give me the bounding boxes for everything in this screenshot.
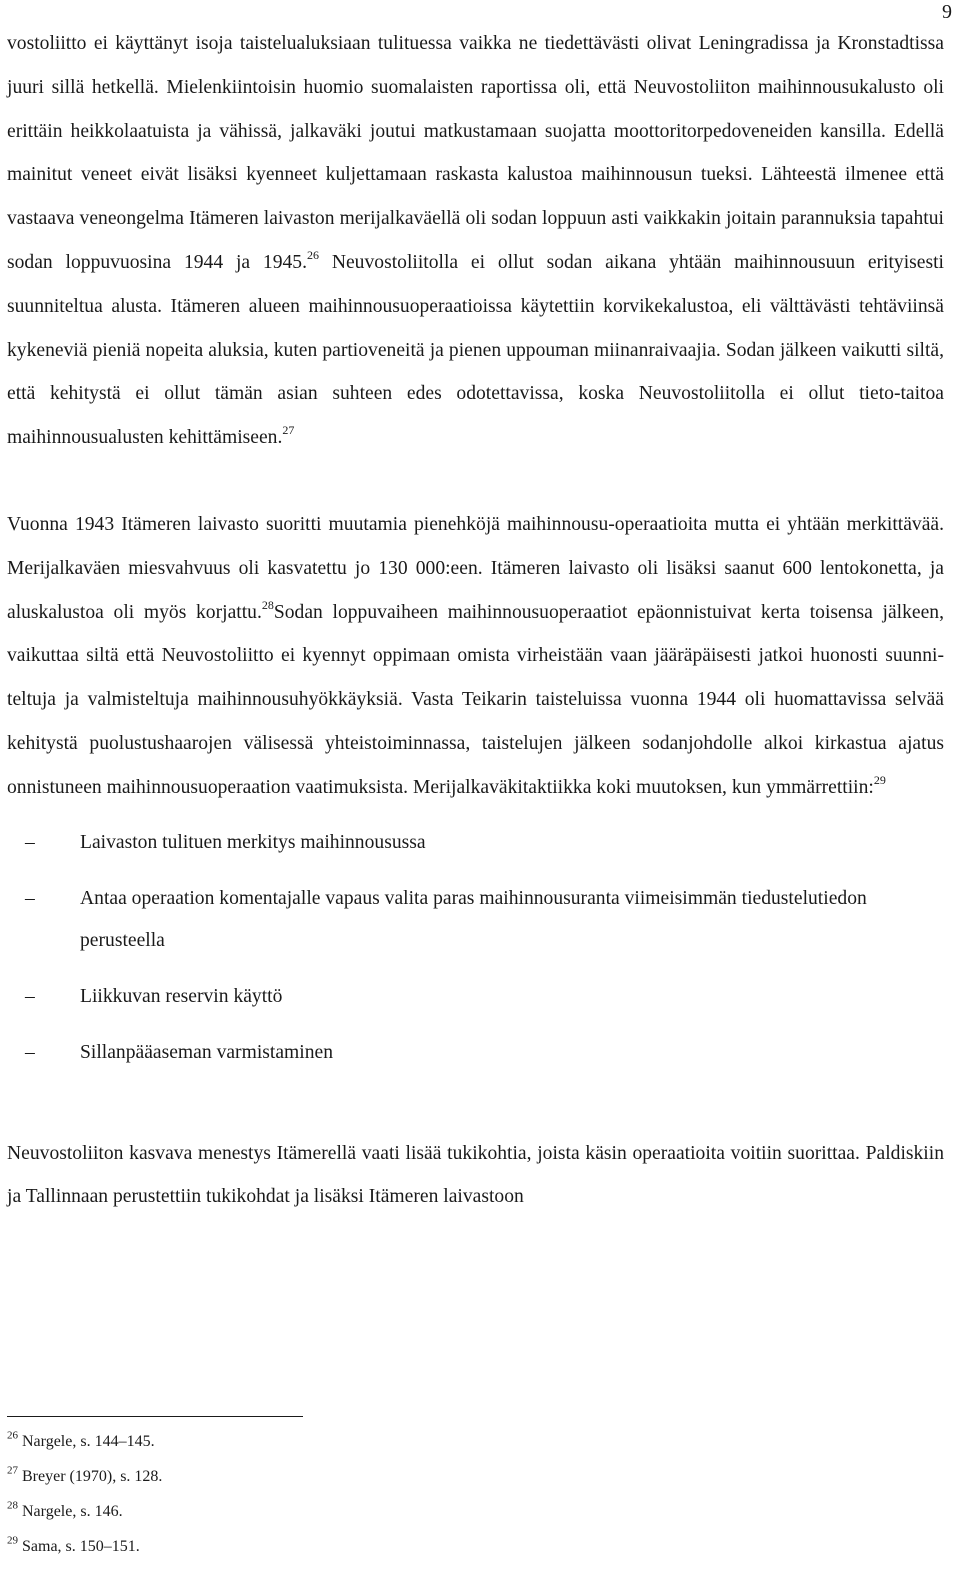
paragraph-gap [7,1074,944,1132]
footnote-number: 28 [7,1499,18,1512]
list-item [7,878,944,962]
footnote-ref[interactable]: 28 [261,597,274,612]
footnote-text: Sama, s. 150–151. [22,1538,140,1555]
page-number: 9 [942,1,952,23]
footnote-separator [7,1416,303,1417]
footnote-text: Nargele, s. 144–145. [22,1433,155,1450]
footnote-number: 26 [7,1429,18,1442]
list-item-text: Laivaston tulituen merkitys maihinnousussa [80,831,426,853]
paragraph [7,22,944,460]
footnote-text: Nargele, s. 146. [22,1503,123,1520]
dash-bullet: – [25,831,35,853]
list-item-text: Liikkuvan reservin käyttö [80,985,283,1007]
footnote-ref[interactable]: 26 [307,247,320,262]
footnote-ref[interactable]: 29 [873,772,886,787]
paragraph-text: vostoliitto ei käyttänyt isoja taistelualuksiaan tulituessa vaikka ne tiedettävästi olivat Leningradissa ja Kronstadtissa juuri sillä hetkellä. Mielenkiintoisin huomio suomalaisten raportissa oli, että Neuvostoliiton maihinnousukalusto oli erittäin heikkolaatuista ja vähissä, jalkaväki joutui matkustamaan suojatta moottoritorpedoveneiden kansilla. Edellä mainitut veneet eivät lisäksi kyenneet kuljettamaan raskasta kalustoa maihinnousun tueksi. Lähteestä ilmenee että vastaava veneongelma Itämeren laivaston merijalkaväellä oli sodan loppuun asti vaikkakin joitain parannuksia tapahtui sodan loppuvuosina 1944 ja 1945. [7,33,944,273]
footnote-number: 27 [7,1464,18,1477]
list-item-text: Sillanpääaseman varmistaminen [80,1041,334,1063]
footnote [7,1536,944,1557]
dash-bullet: – [25,887,35,909]
paragraph [7,1132,944,1220]
footnotes [7,1416,944,1571]
list-item [7,822,944,864]
dash-bullet: – [25,1041,35,1063]
dash-list [7,822,944,1074]
paragraph-gap [7,460,944,503]
dash-bullet: – [25,985,35,1007]
list-item [7,1032,944,1074]
footnote [7,1501,944,1522]
paragraph-text: Vuonna 1943 Itämeren laivasto suoritti muutamia pienehköjä maihinnousu-operaatioita mutta ei yhtään merkittävää. Merijalkaväen miesvahvuus oli kasvatettu jo 130 000:een. Itämeren laivasto oli lisäksi saanut 600 lentokonetta, ja aluskalustoa oli myös korjattu. [7,513,944,623]
footnote-text: Breyer (1970), s. 128. [22,1468,163,1485]
paragraph [7,503,944,810]
footnote [7,1431,944,1452]
paragraph-text: Neuvostoliitolla ei ollut sodan aikana yhtään maihinnousuun erityisesti suunniteltua alusta. Itämeren alueen maihinnousuoperaatioissa käytettiin korvikekalustoa, eli välttävästi tehtäviinsä kykeneviä pieniä nopeita aluksia, kuten partioveneitä ja pienen uppouman miinanraivaajia. Sodan jälkeen vaikutti siltä, että kehitystä ei ollut tämän asian suhteen edes odotettavissa, koska Neuvostoliitolla ei ollut tieto-taitoa maihinnousualusten kehittämiseen. [7,251,945,449]
footnote-number: 29 [7,1534,18,1547]
list-item [7,976,944,1018]
body-text [7,22,944,1219]
footnote [7,1466,944,1487]
paragraph-text: Neuvostoliiton kasvava menestys Itämerellä vaati lisää tukikohtia, joista käsin operaatioita voitiin suorittaa. Paldiskiin ja Tallinnaan perustettiin tukikohdat ja lisäksi Itämeren laivastoon [7,1142,944,1208]
footnote-ref[interactable]: 27 [282,423,295,438]
paragraph-text: Sodan loppuvaiheen maihinnousuoperaatiot epäonnistuivat kerta toisensa jälkeen, vaikuttaa siltä että Neuvostoliitto ei kyennyt oppimaan omista virheistään vaan jääräpäisesti jatkoi huonosti suunniteltuja ja valmisteltuja maihinnousuhyökkäyksiä. Vasta Teikarin taisteluissa vuonna 1944 oli huomattavissa selvää kehitystä puolustushaarojen välisessä yhteistoiminnassa, taistelujen jälkeen sodanjohdolle alkoi kirkastua ajatus onnistuneen maihinnousuoperaation vaatimuksista. Merijalkaväkitaktiikka koki muutoksen, kun ymmärrettiin: [7,601,944,798]
list-item-text: Antaa operaation komentajalle vapaus valita paras maihinnousuranta viimeisimmän tiedustelutiedon perusteella [80,887,867,951]
